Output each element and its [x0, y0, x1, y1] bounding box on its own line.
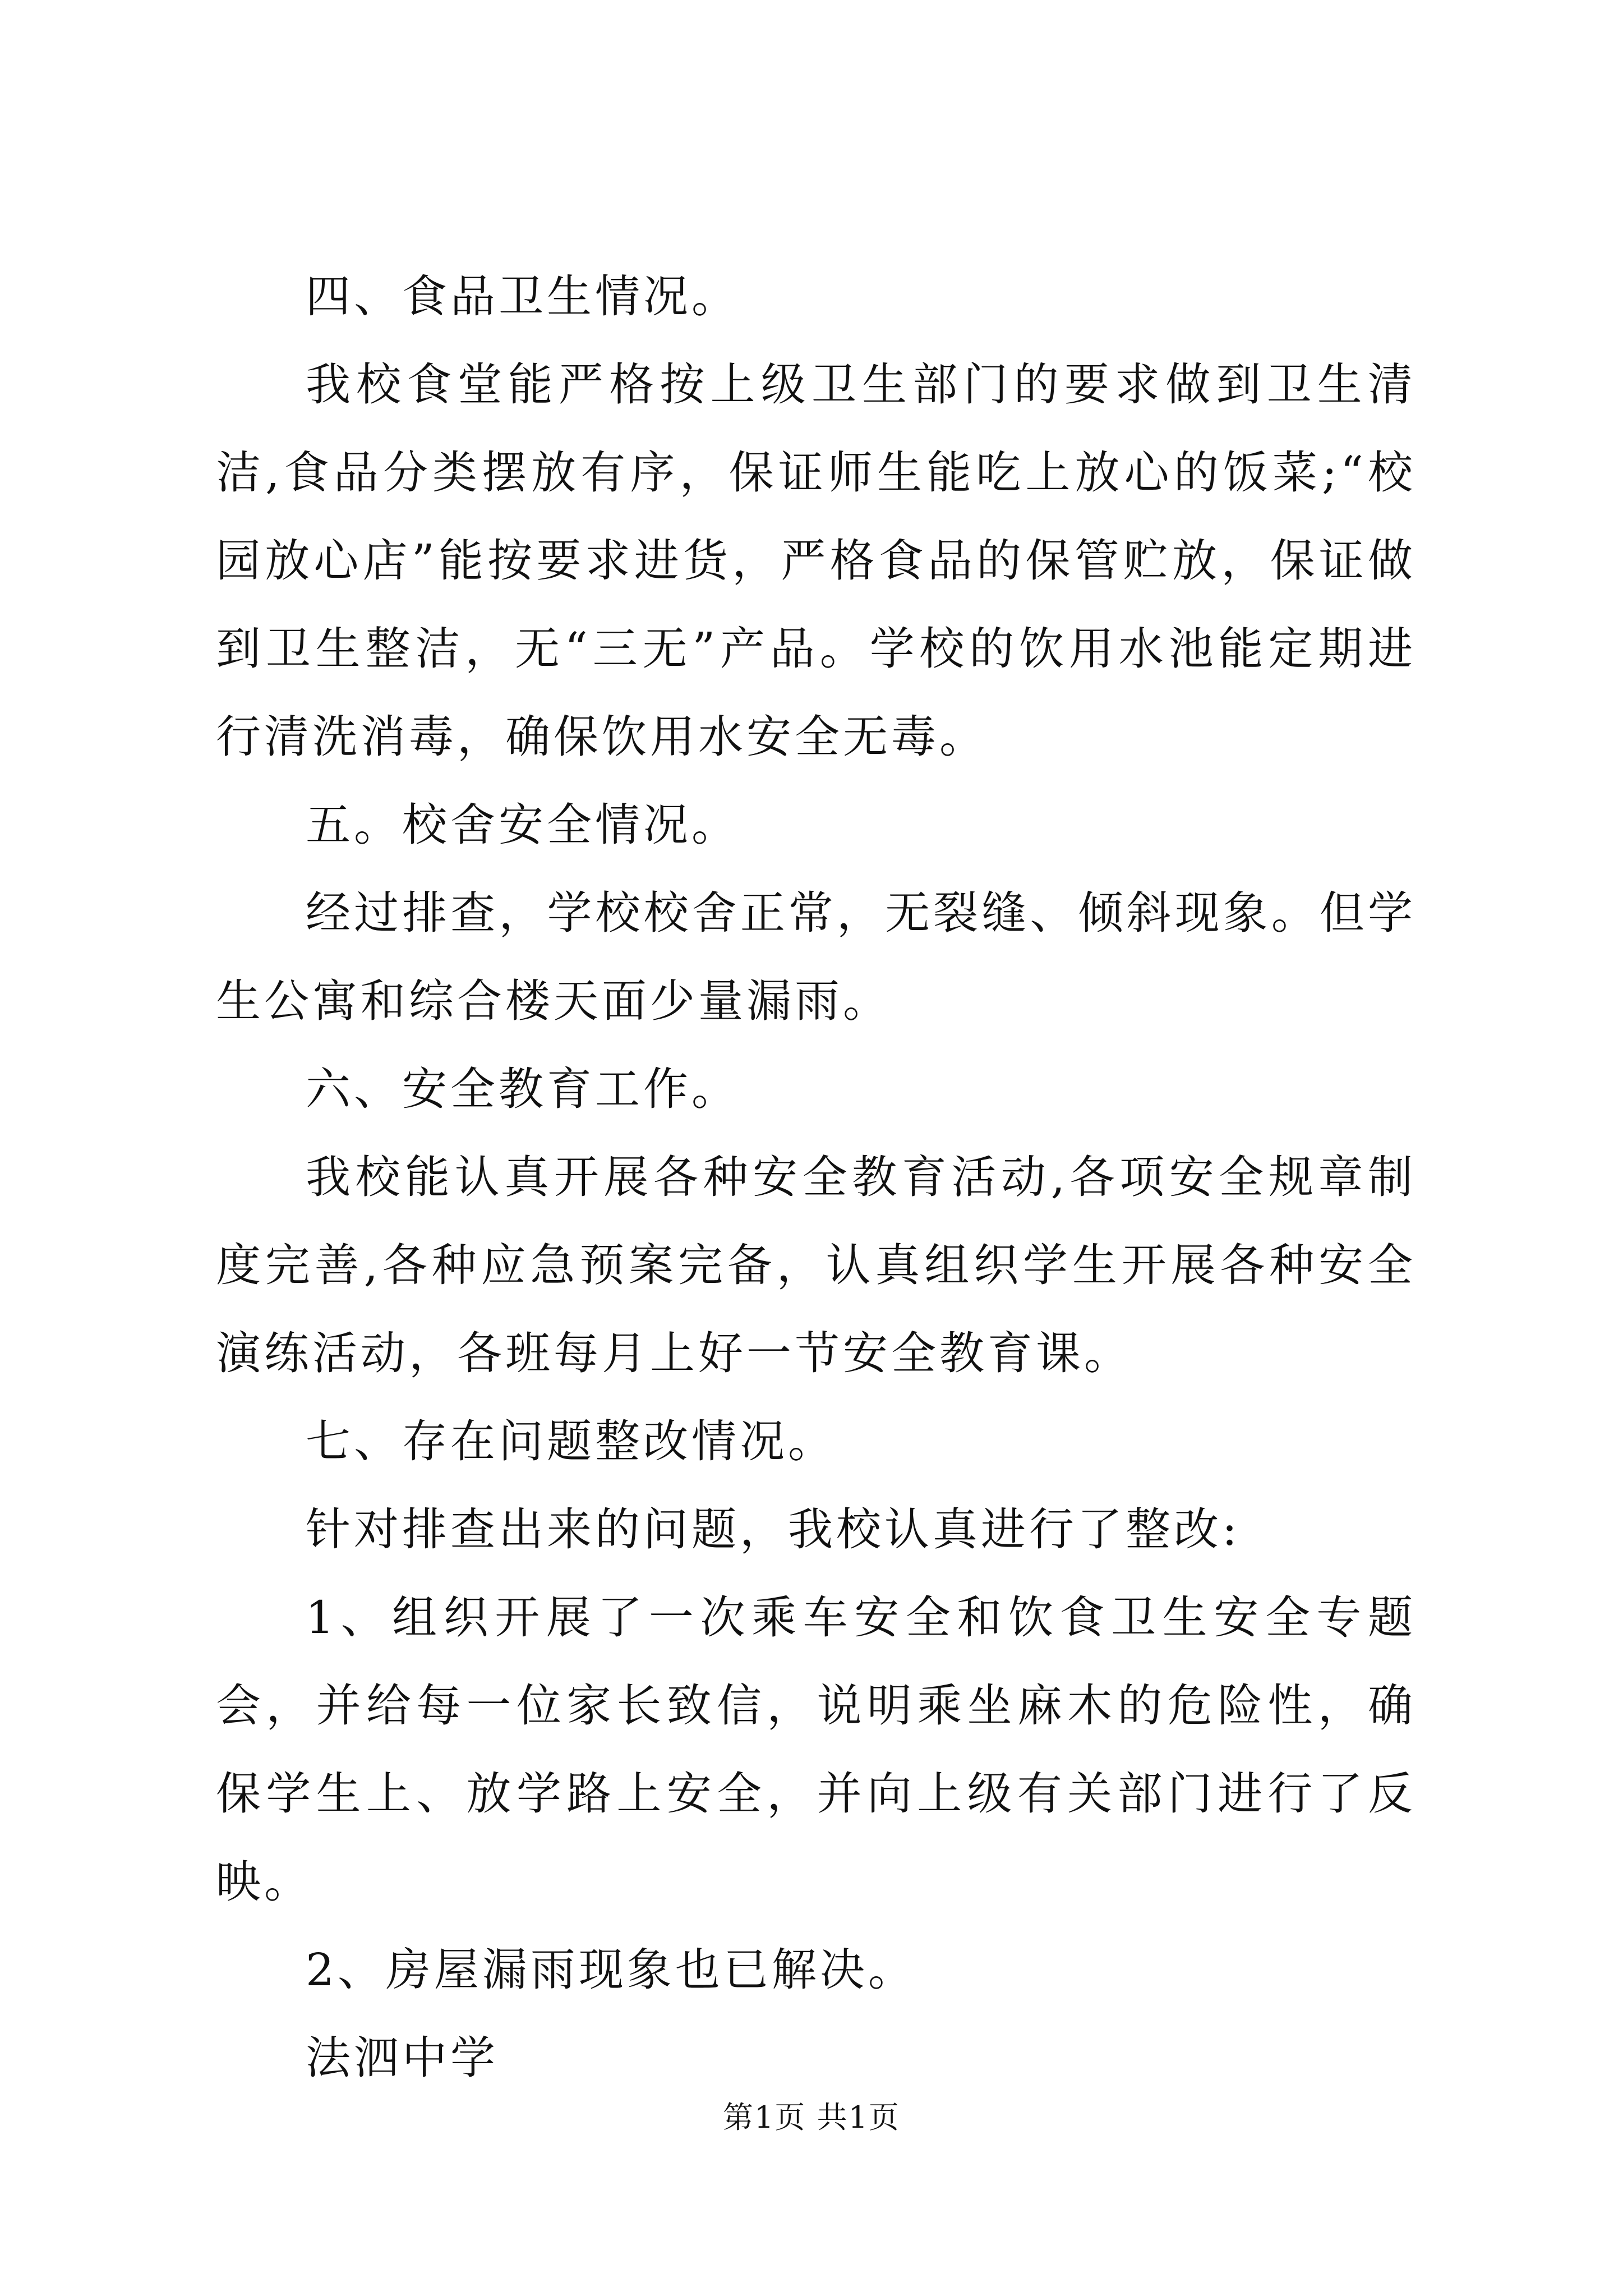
section-heading-food-hygiene: 四、食品卫生情况。: [306, 270, 740, 323]
page-footer: 第1页 共1页: [723, 2100, 900, 2135]
section-heading-safety-education: 六、安全教育工作。: [306, 1063, 740, 1115]
signature-school-name: 法泗中学: [306, 2032, 499, 2084]
list-item-rectification-2: 2、房屋漏雨现象也已解决。: [306, 1944, 916, 1996]
paragraph-food-hygiene: 我校食堂能严格按上级卫生部门的要求做到卫生清洁,食品分类摆放有序，保证师生能吃上放心的饭菜;“校园放心店”能按要求进货，严格食品的保管贮放，保证做到卫生整洁，无“三无”产品。学校的饮用水池能定期进行清洗消毒，确保饮用水安全无毒。: [216, 358, 1416, 763]
paragraph-safety-education: 我校能认真开展各种安全教育活动,各项安全规章制度完善,各种应急预案完备，认真组织学生开展各种安全演练活动，各班每月上好一节安全教育课。: [216, 1151, 1416, 1379]
section-heading-building-safety: 五。校舍安全情况。: [306, 799, 740, 851]
paragraph-rectification-intro: 针对排查出来的问题，我校认真进行了整改:: [306, 1503, 1241, 1556]
document-body: [216, 252, 1416, 2102]
list-item-rectification-1: 1、组织开展了一次乘车安全和饮食卫生安全专题会，并给每一位家长致信，说明乘坐麻木的危险性，确保学生上、放学路上安全，并向上级有关部门进行了反映。: [216, 1591, 1416, 1908]
section-heading-rectification: 七、存在问题整改情况。: [306, 1415, 836, 1467]
paragraph-building-safety: 经过排查，学校校舍正常，无裂缝、倾斜现象。但学生公寓和综合楼天面少量漏雨。: [216, 887, 1416, 1027]
